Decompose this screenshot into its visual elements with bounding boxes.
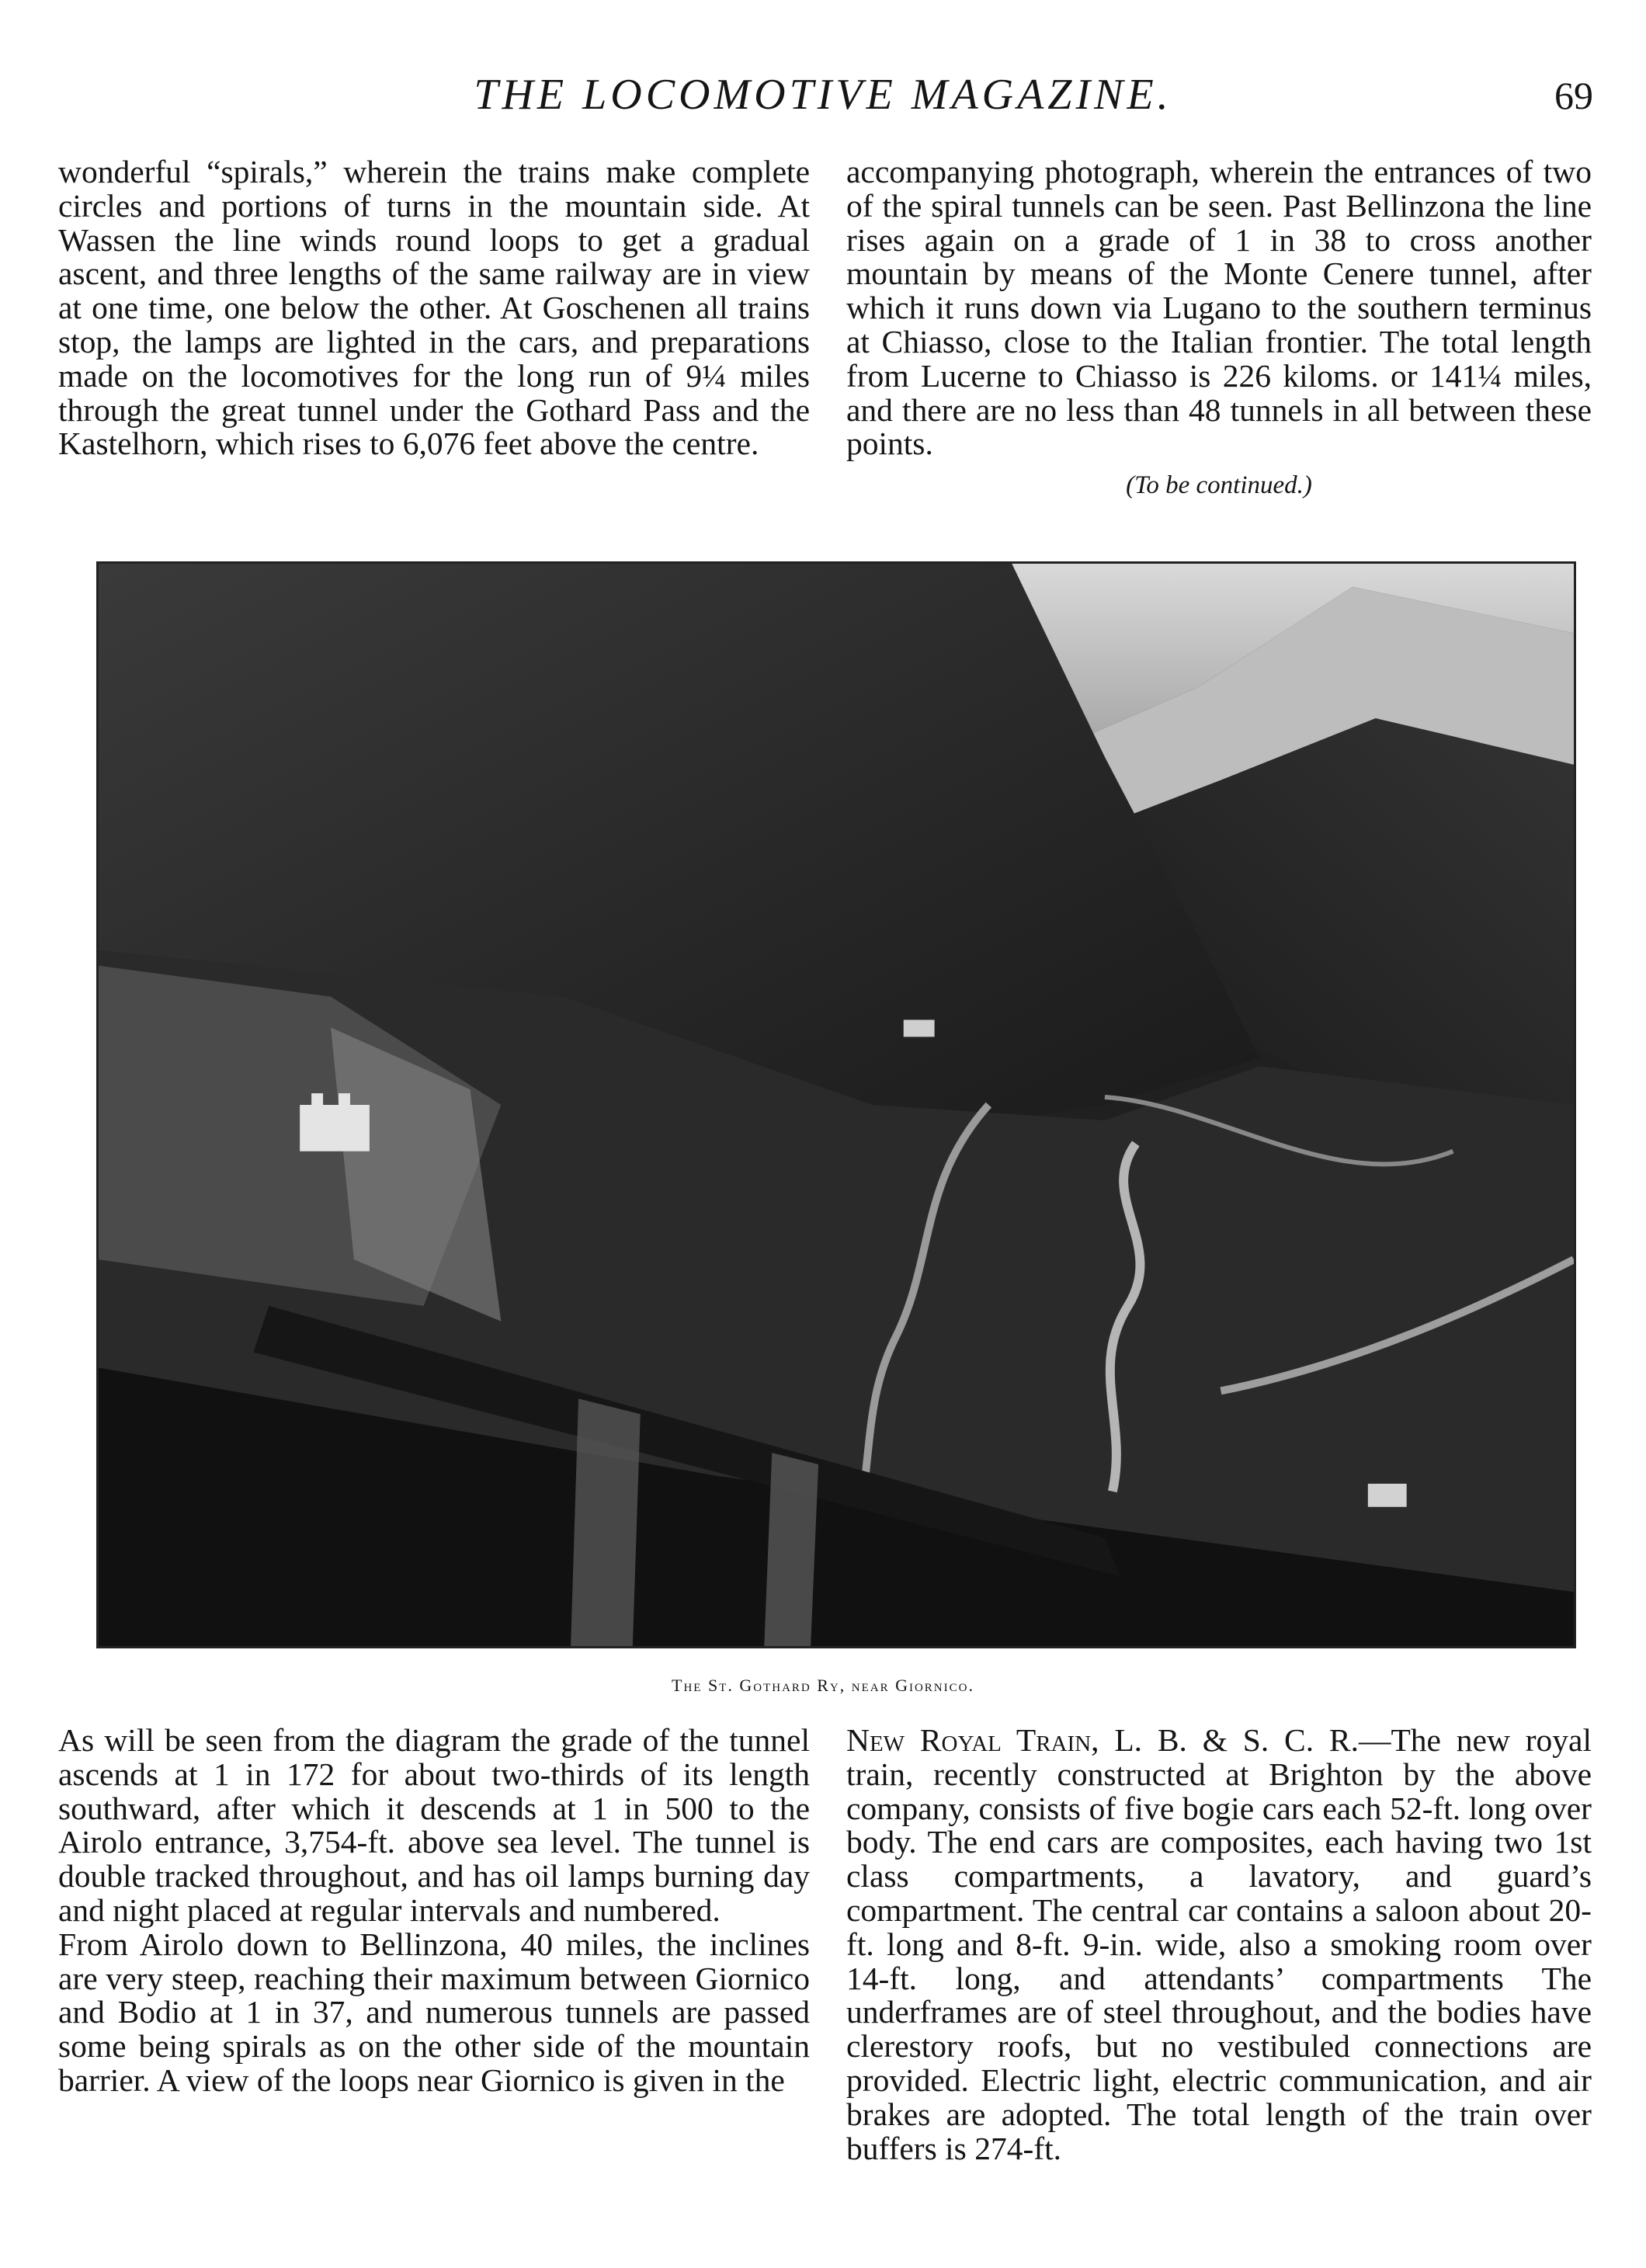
page-number: 69 [1554,74,1593,117]
paragraph: From Airolo down to Bellinzona, 40 miles, the inclines are very steep, reaching their maximum between Giornico and Bodio at 1 in 37, and numerous tunnels are passed some being spirals as on the other side of the mountain barrier. A view of the loops near Giornico is given in the [58,1926,810,2098]
paragraph: As will be seen from the diagram the grade of the tunnel ascends at 1 in 172 for about two-thirds of its length southward, after which it descends at 1 in 500 to the Airolo entrance, 3,754-ft. above sea level. The tunnel is double tracked throughout, and has oil lamps burning day and night placed at regular intervals and numbered. [58,1722,810,1928]
article-heading: New Royal Train, L. B. & S. C. R. [846,1722,1359,1758]
continued-note: (To be continued.) [1126,471,1312,500]
paragraph: wonderful “spirals,” wherein the trains make complete circles and portions of turns in the mountain side. At Wassen the line winds round loops to get a gradual ascent, and three lengths of the same railway are in view at one time, one below the other. At Goschenen all trains stop, the lamps are lighted in the cars, and preparations made on the locomotives for the long run of 9¼ miles through the great tunnel under the Gothard Pass and the Kastelhorn, which rises to 6,076 feet above the centre. [58,154,810,462]
article-text: —The new royal train, recently constructed at Brighton by the above company, consists of five bogie cars each 52-ft. long over body. The end cars are composites, each having two 1st class compartments, a lavatory, and guard’s compartment. The central car contains a saloon about 20-ft. long and 8-ft. 9-in. wide, also a smoking room over 14-ft. long, and attendants’ compartments The underframes are of steel throughout, and the bodies have clerestory roofs, but no vestibuled connections are provided. Electric light, electric communication, and air brakes are adopted. The total length of the train over buffers is 274-ft. [846,1722,1592,2166]
bottom-left-column [58,1724,810,2098]
royal-train-paragraph [846,1724,1592,2166]
running-title: THE LOCOMOTIVE MAGAZINE. [474,71,1172,119]
bottom-right-column [846,1724,1592,2166]
page-header [0,70,1646,132]
top-right-column [846,155,1592,503]
paragraph: accompanying photograph, wherein the entrances of two of the spiral tunnels can be seen. Past Bellinzona the line rises again on a grade of 1 in 38 to cross another mountain by means of the Monte Cenere tunnel, after which it runs down via Lugano to the southern terminus at Chiasso, close to the Italian frontier. The total length from Lucerne to Chiasso is 226 kiloms. or 141¼ miles, and there are no less than 48 tunnels in all between these points. [846,154,1592,462]
mountain-railway-photo [96,561,1576,1648]
photo-illustration [99,564,1574,1646]
photo-caption: The St. Gothard Ry, near Giornico. [672,1676,974,1695]
top-left-column [58,155,810,461]
